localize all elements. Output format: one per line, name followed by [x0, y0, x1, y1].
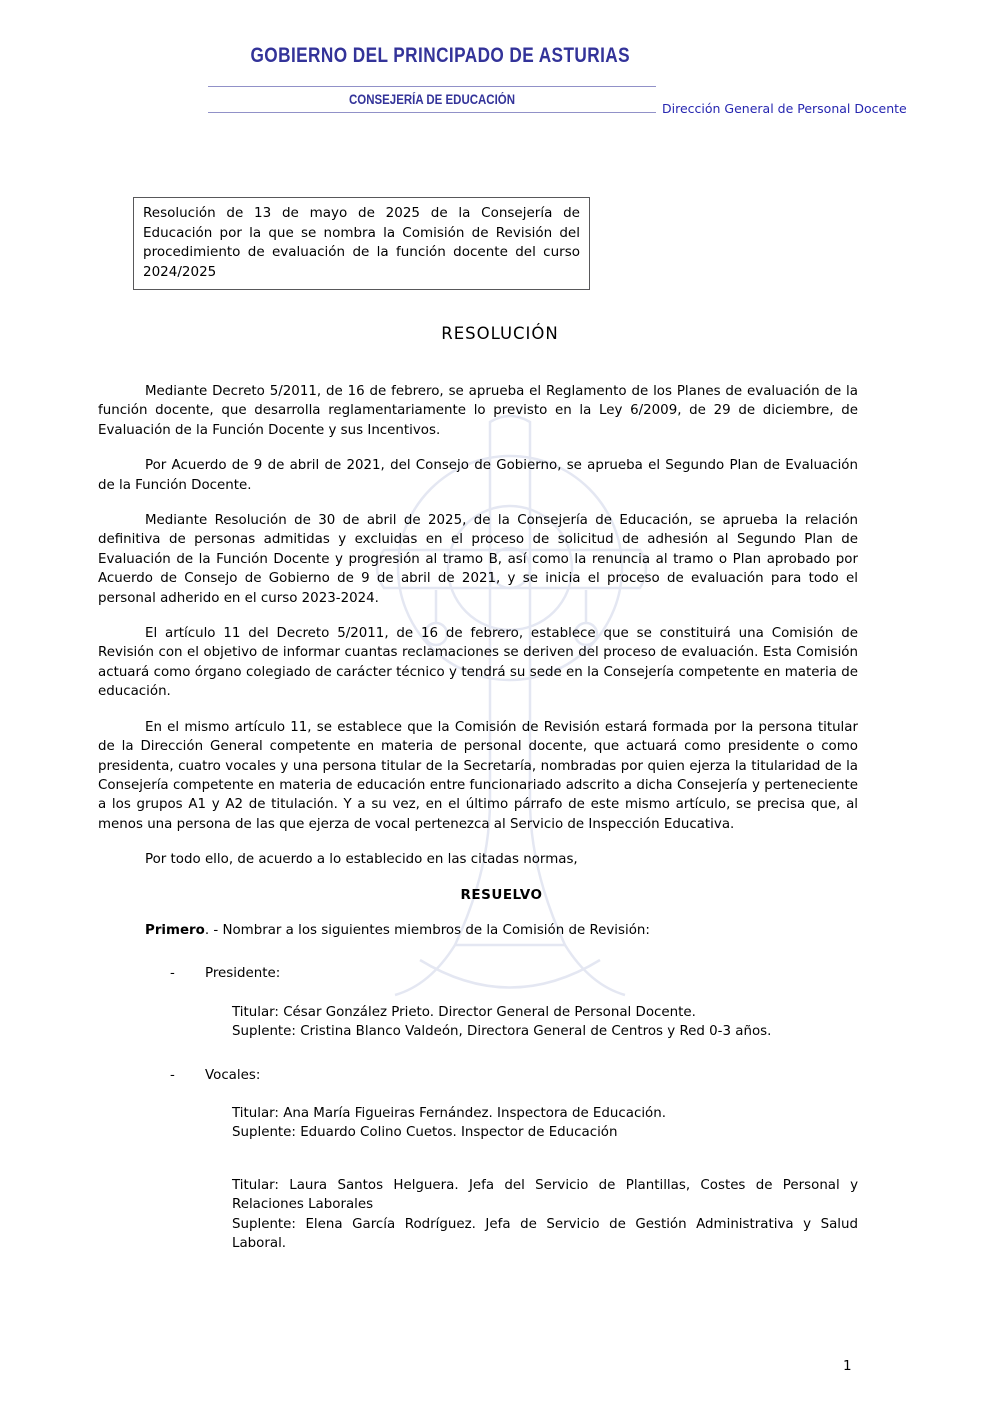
department-title: CONSEJERÍA DE EDUCACIÓN	[349, 92, 515, 107]
primero-text: . - Nombrar a los siguientes miembros de la Comisión de Revisión:	[204, 922, 650, 938]
paragraph: Por Acuerdo de 9 de abril de 2021, del Consejo de Gobierno, se aprueba el Segundo Plan de Evaluación de la Función Docente.	[98, 458, 858, 493]
section-presidente	[98, 964, 858, 1041]
member-line: Titular: Laura Santos Helguera. Jefa del Servicio de Plantillas, Costes de Personal y Relaciones Laborales	[232, 1177, 858, 1213]
header-rule-bottom	[208, 112, 656, 113]
paragraph: Por todo ello, de acuerdo a lo establecido en las citadas normas,	[145, 852, 578, 868]
section-label: Presidente:	[205, 966, 281, 982]
resuelvo-heading: RESUELVO	[460, 886, 543, 903]
paragraph: En el mismo artículo 11, se establece que la Comisión de Revisión estará formada por la persona titular de la Dirección General competente en materia de personal docente, que actuará como presidente o como presidenta, cuatro vocales y una persona titular de la Secretaría, nombradas por quien ejerza la titularidad de la Consejería competente en materia de educación entre funcionariado adscrito a dicha Consejería y perteneciente a los grupos A1 y A2 de titulación. Y a su vez, en el último párrafo de este mismo artículo, se precisa que, al menos una persona de las que ejerza de vocal pertenezca al Servicio de Inspección Educativa.	[98, 719, 858, 832]
member-line: Suplente: Cristina Blanco Valdeón, Directora General de Centros y Red 0-3 años.	[232, 1024, 772, 1040]
member-line: Titular: Ana María Figueiras Fernández. Inspectora de Educación.	[232, 1105, 666, 1121]
member-group	[98, 1003, 858, 1042]
primero-label: Primero	[145, 922, 205, 938]
member-line: Suplente: Eduardo Colino Cuetos. Inspector de Educación	[232, 1125, 618, 1141]
document-title: RESOLUCIÓN	[441, 324, 559, 343]
member-line: Suplente: Elena García Rodríguez. Jefa de Servicio de Gestión Administrativa y Salud Laboral.	[232, 1216, 858, 1251]
list-dash: -	[170, 1067, 175, 1083]
directorate-label: Dirección General de Personal Docente	[662, 101, 907, 116]
member-group	[98, 1104, 858, 1143]
list-dash: -	[170, 966, 175, 982]
document-body	[98, 382, 858, 1253]
paragraph: El artículo 11 del Decreto 5/2011, de 16 de febrero, establece que se constituirá una Comisión de Revisión con el objetivo de informar cuantas reclamaciones se deriven del proceso de evaluación. Esta Comisión actuará como órgano colegiado de carácter técnico y tendrá su sede en la Consejería competente en materia de educación.	[98, 626, 858, 700]
page-number: 1	[843, 1358, 852, 1374]
government-title: GOBIERNO DEL PRINCIPADO DE ASTURIAS	[250, 44, 631, 67]
paragraph: Mediante Decreto 5/2011, de 16 de febrero, se aprueba el Reglamento de los Planes de evaluación de la función docente, que desarrolla reglamentariamente lo previsto en la Ley 6/2009, de 29 de diciembre, de Evaluación de la Función Docente y sus Incentivos.	[98, 384, 858, 438]
section-label-row	[98, 1066, 858, 1085]
header-rule-top	[208, 86, 656, 87]
section-label: Vocales:	[205, 1067, 261, 1083]
primero-clause	[98, 921, 858, 940]
member-group	[98, 1176, 858, 1254]
member-line: Titular: César González Prieto. Director General de Personal Docente.	[232, 1004, 696, 1020]
paragraph: Mediante Resolución de 30 de abril de 2025, de la Consejería de Educación, se aprueba la relación definitiva de personas admitidas y excluidas en el proceso de solicitud de adhesión al Segundo Plan de Evaluación de la Función Docente y progresión al tramo B, así como la renuncia al tramo o Plan aprobado por Acuerdo de Consejo de Gobierno de 9 de abril de 2021, y se inicia el proceso de evaluación para todo el personal adherido en el curso 2023-2024.	[98, 513, 858, 606]
section-label-row	[98, 964, 858, 983]
section-vocales	[98, 1066, 858, 1254]
resolution-summary-box: Resolución de 13 de mayo de 2025 de la Consejería de Educación por la que se nombra la Comisión de Revisión del procedimiento de evaluación de la función docente del curso 2024/2025	[133, 197, 590, 290]
